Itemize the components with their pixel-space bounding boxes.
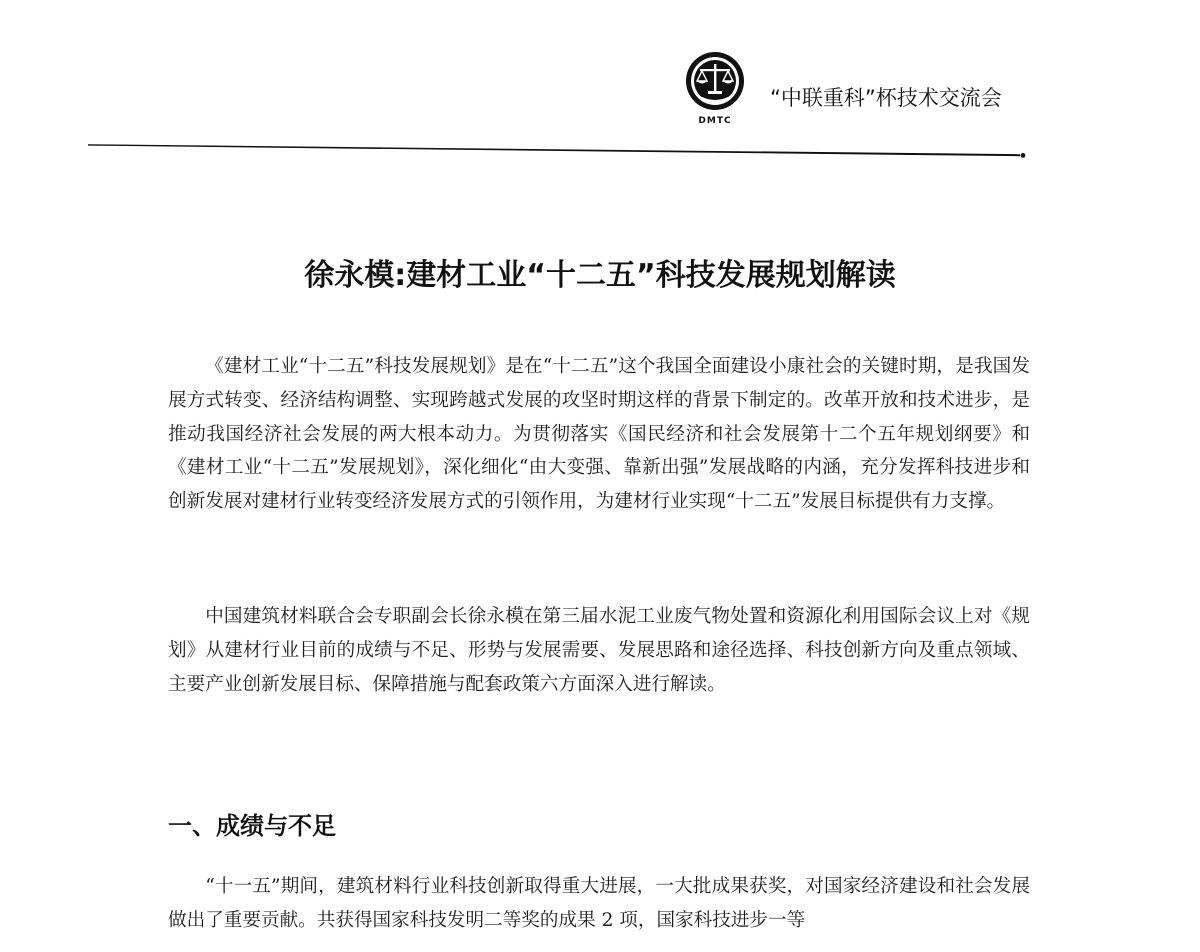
header-rule bbox=[88, 143, 1030, 163]
article-title: 徐永模:建材工业“十二五”科技发展规划解读 bbox=[304, 258, 896, 293]
conference-title: “中联重科”杯技术交流会 bbox=[770, 86, 1002, 110]
logo-text: DMTC bbox=[698, 116, 732, 126]
paragraph-achievements: “十一五”期间，建筑材料行业科技创新取得重大进展，一大批成果获奖，对国家经济建设和社会发展做出了重要贡献。共获得国家科技发明二等奖的成果 2 项，国家科技进步一等 bbox=[168, 876, 1030, 931]
scales-emblem-icon bbox=[684, 50, 746, 114]
dmtc-logo bbox=[684, 50, 750, 132]
paragraph-intro: 《建材工业“十二五”科技发展规划》是在“十二五”这个我国全面建设小康社会的关键时期，是我国发展方式转变、经济结构调整、实现跨越式发展的攻坚时期这样的背景下制定的。改革开放和技术进步，是推动我国经济社会发展的两大根本动力。为贯彻落实《国民经济和社会发展第十二个五年规划纲要》和《建材工业“十二五”发展规划》，深化细化“由大变强、靠新出强”发展战略的内涵，充分发挥科技进步和创新发展对建材行业转变经济发展方式的引领作用，为建材行业实现“十二五”发展目标提供有力支撑。 bbox=[168, 356, 1030, 513]
paragraph-speech: 中国建筑材料联合会专职副会长徐永模在第三届水泥工业废气物处置和资源化利用国际会议上对《规划》从建材行业目前的成绩与不足、形势与发展需要、发展思路和途径选择、科技创新方向及重点领域、主要产业创新发展目标、保障措施与配套政策六方面深入进行解读。 bbox=[168, 606, 1030, 695]
section-heading-achievements: 一、成绩与不足 bbox=[168, 812, 336, 840]
